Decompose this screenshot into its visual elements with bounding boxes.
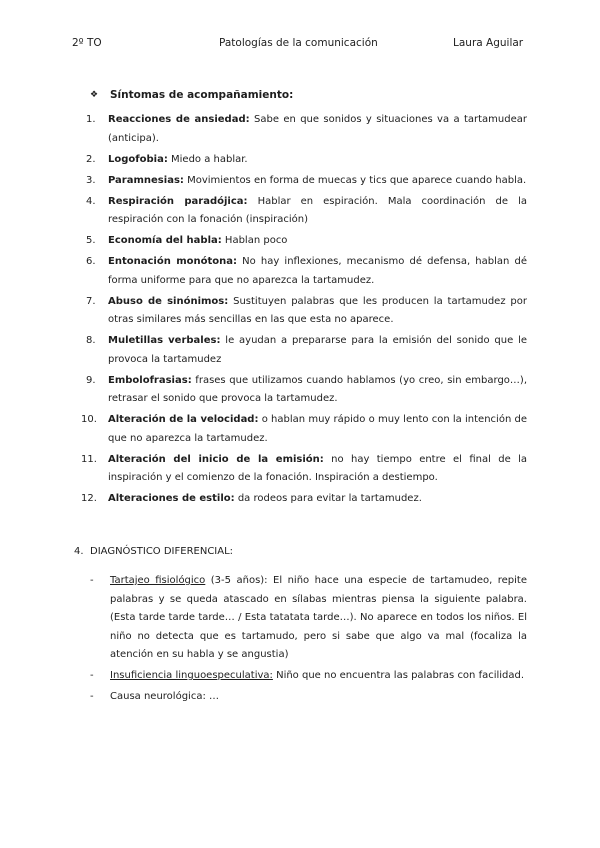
list-item xyxy=(86,151,527,170)
item-text: frases que utilizamos cuando hablamos (yo creo, sin embargo…), retrasar el sonido que provoca la tartamudez. xyxy=(108,374,527,404)
item-number: 6. xyxy=(86,256,96,267)
list-item xyxy=(90,667,527,686)
item-term: Abuso de sinónimos: xyxy=(108,295,229,307)
list-item xyxy=(86,293,527,330)
item-text: Sabe en que sonidos y situaciones va a tartamudear (anticipa). xyxy=(108,114,527,144)
item-text: Causa neurológica: … xyxy=(110,691,219,702)
item-term: Alteraciones de estilo: xyxy=(108,493,235,504)
item-term: Economía del habla: xyxy=(108,235,222,246)
list-item xyxy=(81,451,528,488)
item-term: Entonación monótona: xyxy=(108,256,238,267)
item-number: 3. xyxy=(86,174,96,186)
item-term: Paramnesias: xyxy=(108,174,184,186)
item-number: 10. xyxy=(81,414,97,425)
list-item xyxy=(86,253,527,290)
item-number: 11. xyxy=(81,453,97,465)
diagnosis-list xyxy=(90,572,527,709)
dash-bullet: - xyxy=(90,575,94,586)
item-number: 4. xyxy=(86,195,96,207)
item-term: Muletillas verbales: xyxy=(108,335,221,346)
list-item xyxy=(81,411,528,448)
item-number: 7. xyxy=(86,295,96,307)
symptom-list xyxy=(81,111,528,511)
item-term: Alteración del inicio de la emisión: xyxy=(108,453,324,465)
section-title: DIAGNÓSTICO DIFERENCIAL: xyxy=(90,546,234,557)
header-title: Patologías de la comunicación xyxy=(219,37,378,49)
item-text: Sustituyen palabras que les producen la tartamudez por otras similares más sencillas en las que esta no aparece. xyxy=(108,295,528,325)
list-item xyxy=(86,172,527,191)
item-number: 5. xyxy=(86,235,96,246)
item-text: o hablan muy rápido o muy lento con la intención de que no aparezca la tartamudez. xyxy=(108,414,528,444)
dash-bullet: - xyxy=(90,691,94,702)
page-header xyxy=(0,37,600,51)
list-item xyxy=(86,332,527,369)
item-text: Hablar en espiración. Mala coordinación de la respiración con la fonación (inspiración) xyxy=(108,195,527,225)
item-term: Embolofrasias: xyxy=(108,374,192,386)
item-text: no hay tiempo entre el final de la inspiración y el comienzo de la fonación. Inspiración a destiempo. xyxy=(108,453,528,483)
dash-bullet: - xyxy=(90,670,94,681)
list-item xyxy=(86,372,527,409)
subheading-title: Síntomas de acompañamiento: xyxy=(110,89,294,101)
item-text: (3-5 años): El niño hace una especie de tartamudeo, repite palabras y se queda atascado en sílabas mientras piensa la siguiente palabra. (Esta tarde tarde tarde… / Esta tatatata tarde…). No aparece en todos los niños. El niño no detecta que es tartamudo, pero si sabe que algo va mal (focaliza la atención en su habla y se angustia) xyxy=(110,575,528,660)
item-term: Alteración de la velocidad: xyxy=(108,414,259,425)
item-number: 8. xyxy=(86,335,96,346)
list-item xyxy=(81,490,527,509)
diamond-bullet-icon: ❖ xyxy=(90,90,99,100)
list-item xyxy=(90,572,527,665)
list-item xyxy=(86,111,527,148)
item-term: Reacciones de ansiedad: xyxy=(108,114,250,125)
header-course: 2º TO xyxy=(72,37,102,49)
item-text: le ayudan a prepararse para la emisión del sonido que le provoca la tartamudez xyxy=(108,335,527,365)
item-term: Tartajeo fisiológico xyxy=(110,575,206,586)
item-number: 12. xyxy=(81,493,97,504)
item-text: Hablan poco xyxy=(221,235,288,246)
list-item xyxy=(86,232,527,251)
item-text: Movimientos en forma de muecas y tics que aparece cuando habla. xyxy=(183,174,527,186)
item-term: Logofobia: xyxy=(108,153,168,165)
item-term: Respiración paradójica: xyxy=(108,195,248,207)
item-text: Niño que no encuentra las palabras con facilidad. xyxy=(272,670,525,681)
item-text: da rodeos para evitar la tartamudez. xyxy=(234,493,422,504)
list-item xyxy=(86,193,527,230)
item-number: 2. xyxy=(86,153,96,165)
section-number: 4. xyxy=(74,546,84,557)
item-text: No hay inflexiones, mecanismo dé defensa, hablan dé forma uniforme para que no aparezca la tartamudez. xyxy=(108,256,527,286)
item-number: 1. xyxy=(86,114,96,125)
header-author: Laura Aguilar xyxy=(453,37,524,49)
item-text: Miedo a hablar. xyxy=(167,153,248,165)
item-number: 9. xyxy=(86,374,96,386)
item-term: Insuficiencia linguoespeculativa: xyxy=(110,670,273,681)
list-item xyxy=(90,688,527,707)
